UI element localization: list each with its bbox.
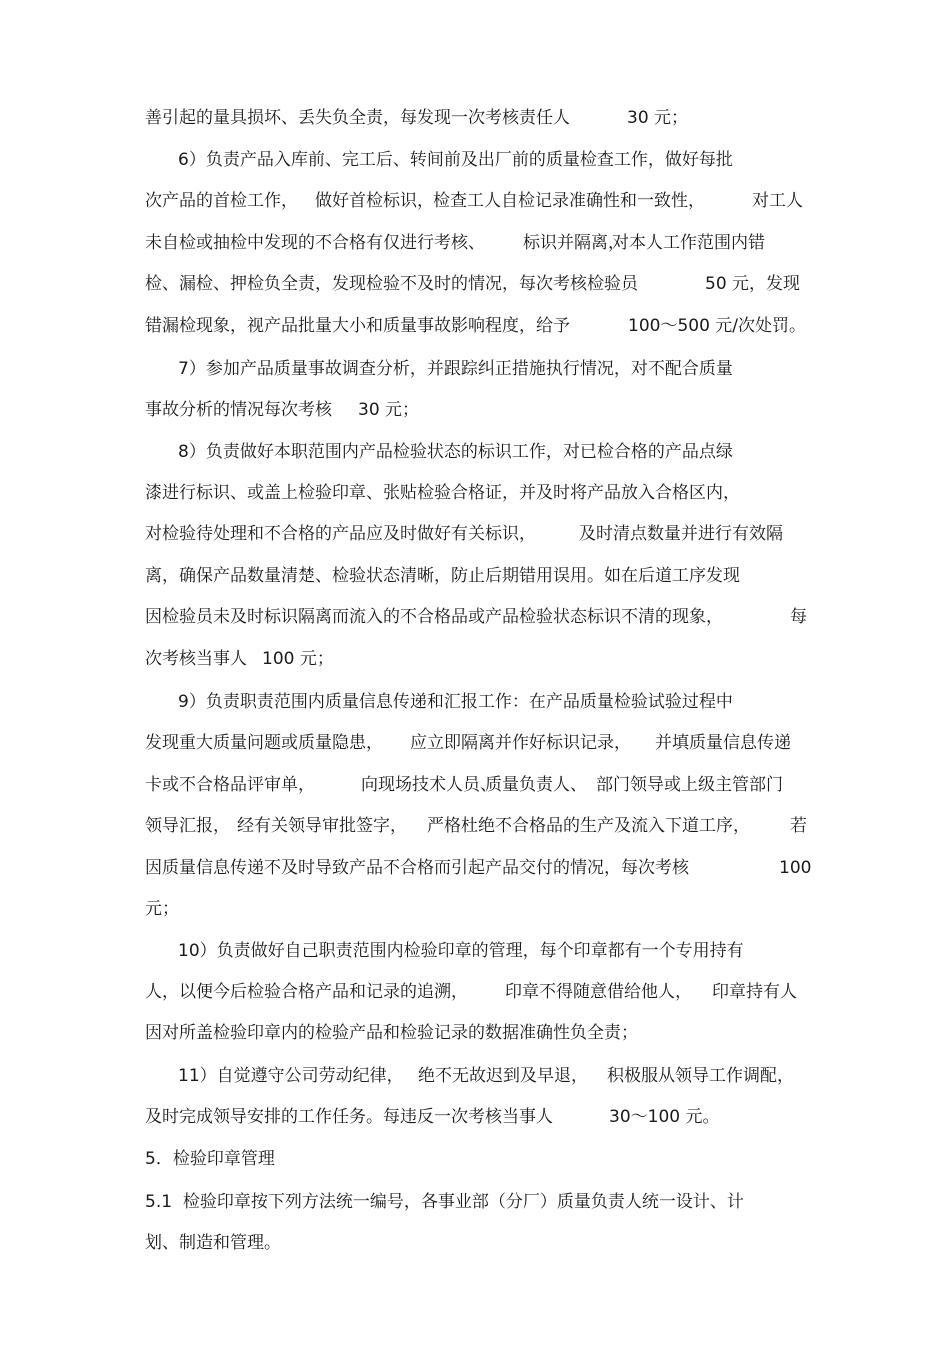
text-segment: 经有关领导审批签字，: [237, 816, 407, 836]
text-segment: 印章不得随意借给他人，: [505, 982, 692, 1002]
text-segment: 次考核当事人: [145, 649, 247, 669]
text-line: [0, 770, 950, 800]
text-line: [0, 1018, 950, 1048]
text-segment: 对检验待处理和不合格的产品应及时做好有关标识，: [145, 524, 536, 544]
text-segment: 检查工人自检记录准确性和一致性，: [433, 191, 705, 211]
text-line: [0, 1061, 950, 1091]
text-line: [0, 1144, 950, 1174]
text-line: [0, 894, 950, 924]
text-segment: 9）负责职责范围内质量信息传递和汇报工作：在产品质量检验试验过程中: [178, 692, 733, 712]
text-segment: 5．检验印章管理: [145, 1149, 275, 1169]
text-segment: 人，以便今后检验合格产品和记录的追溯，: [145, 982, 468, 1002]
text-segment: 离，确保产品数量清楚、检验状态清晰，防止后期错用误用。如在后道工序发现: [145, 566, 740, 586]
text-line: [0, 561, 950, 591]
text-line: [0, 437, 950, 467]
text-segment: 部门领导或上级主管部门: [596, 775, 783, 795]
text-segment: 卡或不合格品评审单，: [145, 775, 315, 795]
text-segment: 领导汇报，: [145, 816, 230, 836]
text-line: [0, 1228, 950, 1258]
text-segment: 30 元；: [627, 108, 689, 128]
text-segment: 因质量信息传递不及时导致产品不合格而引起产品交付的情况，每次考核: [145, 858, 689, 878]
text-segment: 30 元；: [358, 400, 420, 420]
text-segment: 11）自觉遵守公司劳动纪律，: [178, 1066, 404, 1086]
text-segment: 积极服从领导工作调配，: [607, 1066, 794, 1086]
text-segment: 绝不无故迟到及早退，: [418, 1066, 588, 1086]
text-segment: 每: [790, 607, 807, 627]
text-segment: 次产品的首检工作，: [145, 191, 298, 211]
text-segment: 未自检或抽检中发现的不合格有仅进行考核、: [145, 233, 485, 253]
text-segment: 若: [790, 816, 807, 836]
text-segment: 漆进行标识、或盖上检验印章、张贴检验合格证，并及时将产品放入合格区内，: [145, 483, 740, 503]
text-line: [0, 354, 950, 384]
text-line: [0, 1102, 950, 1132]
text-segment: 30～100 元。: [609, 1107, 720, 1127]
text-segment: 因检验员未及时标识隔离而流入的不合格品或产品检验状态标识不清的现象，: [145, 607, 723, 627]
text-segment: 检、漏检、押检负全责，发现检验不及时的情况，每次考核检验员: [145, 274, 638, 294]
text-line: [0, 977, 950, 1007]
text-line: [0, 602, 950, 632]
text-segment: 100: [779, 858, 812, 878]
text-segment: 100 元；: [262, 649, 334, 669]
text-segment: 并填质量信息传递: [655, 733, 791, 753]
text-line: [0, 936, 950, 966]
text-line: [0, 228, 950, 258]
text-segment: 对本人工作范围内错: [612, 233, 765, 253]
text-line: [0, 644, 950, 674]
text-segment: 元；: [145, 899, 179, 919]
text-segment: 10）负责做好自己职责范围内检验印章的管理，每个印章都有一个专用持有: [178, 941, 744, 961]
text-segment: 印章持有人: [712, 982, 797, 1002]
text-line: [0, 1187, 950, 1217]
text-line: [0, 853, 950, 883]
text-segment: 5.1 检验印章按下列方法统一编号，各事业部（分厂）质量负责人统一设计、计: [145, 1192, 744, 1212]
text-line: [0, 145, 950, 175]
text-line: [0, 811, 950, 841]
text-segment: 100～500 元/次处罚。: [628, 316, 807, 336]
text-segment: 善引起的量具损坏、丢失负全责，每发现一次考核责任人: [145, 108, 570, 128]
text-segment: 对工人: [752, 191, 803, 211]
text-segment: 质量负责人、: [485, 775, 587, 795]
text-segment: 做好首检标识，: [315, 191, 434, 211]
text-segment: 应立即隔离并作好标识记录，: [410, 733, 631, 753]
text-line: [0, 311, 950, 341]
text-segment: 严格杜绝不合格品的生产及流入下道工序，: [427, 816, 750, 836]
text-segment: 事故分析的情况每次考核: [145, 400, 332, 420]
text-segment: 6）负责产品入库前、完工后、转间前及出厂前的质量检查工作，做好每批: [178, 150, 733, 170]
text-segment: 7）参加产品质量事故调查分析，并跟踪纠正措施执行情况，对不配合质量: [178, 359, 733, 379]
text-segment: 及时清点数量并进行有效隔: [579, 524, 783, 544]
text-line: [0, 519, 950, 549]
text-segment: 8）负责做好本职范围内产品检验状态的标识工作，对已检合格的产品点绿: [178, 442, 733, 462]
text-segment: 错漏检现象，视产品批量大小和质量事故影响程度，给予: [145, 316, 570, 336]
text-line: [0, 103, 950, 133]
text-segment: 因对所盖检验印章内的检验产品和检验记录的数据准确性负全责；: [145, 1023, 638, 1043]
text-line: [0, 728, 950, 758]
text-segment: 划、制造和管理。: [145, 1233, 281, 1253]
text-line: [0, 687, 950, 717]
text-segment: 向现场技术人员、: [361, 775, 497, 795]
text-segment: 标识并隔离，: [523, 233, 625, 253]
text-segment: 及时完成领导安排的工作任务。每违反一次考核当事人: [145, 1107, 553, 1127]
text-line: [0, 478, 950, 508]
text-segment: 50 元，发现: [705, 274, 801, 294]
text-line: [0, 395, 950, 425]
text-segment: 发现重大质量问题或质量隐患，: [145, 733, 383, 753]
text-line: [0, 269, 950, 299]
text-line: [0, 186, 950, 216]
